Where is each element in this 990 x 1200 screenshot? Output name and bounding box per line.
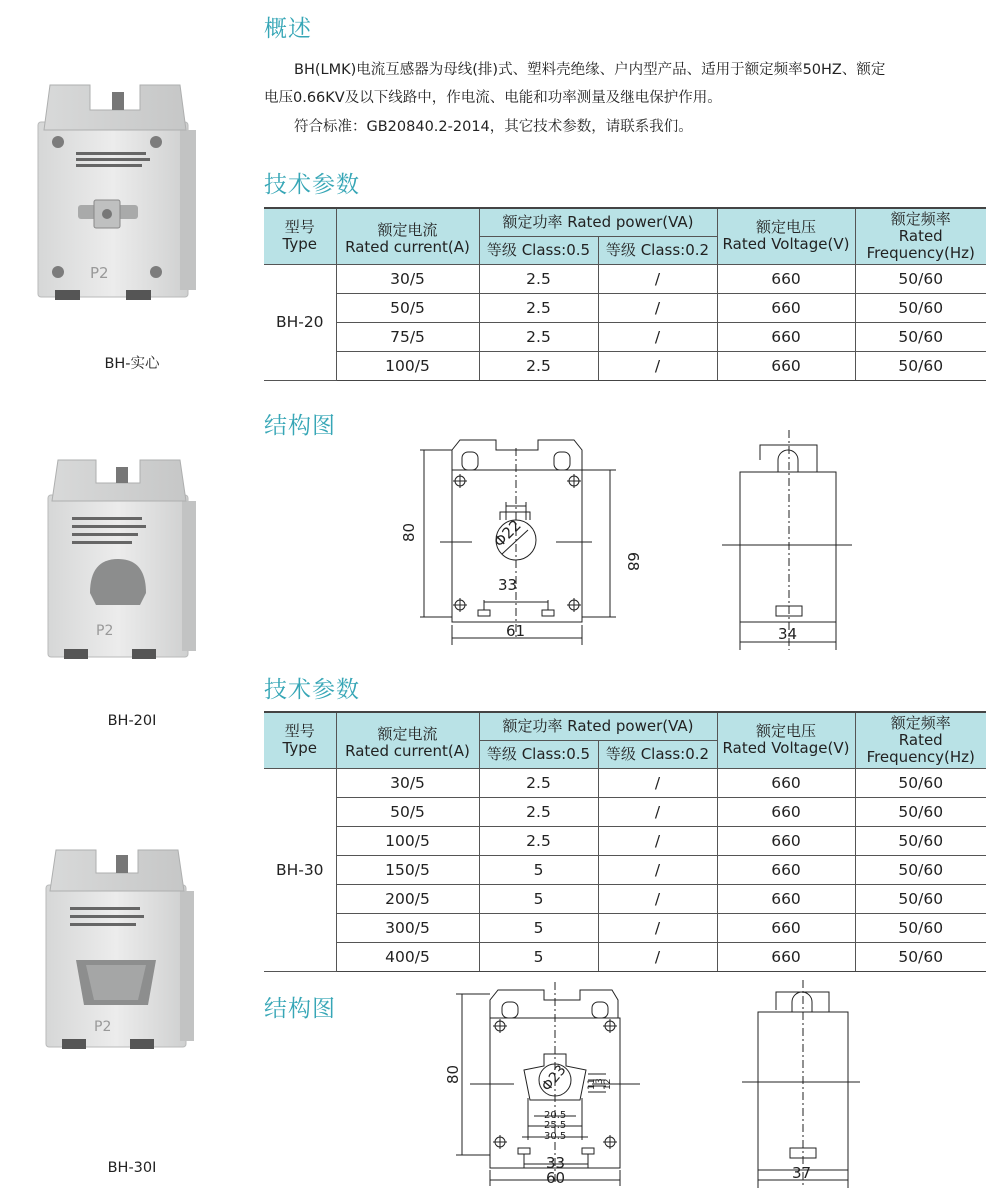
table-row [264,351,986,380]
power-header: 额定功率 Rated power(VA) [479,208,717,236]
class02-cell: / [598,884,717,913]
spec-table-bh30 [264,711,986,972]
class05-cell: 2.5 [479,322,598,351]
dim-height: 80 [444,1064,462,1084]
p2-mark: P2 [94,1019,112,1035]
class05-cell: 5 [479,855,598,884]
class02-cell: / [598,322,717,351]
type-header: 型号 Type [264,208,336,264]
class02-cell: / [598,264,717,293]
voltage-cell: 660 [717,768,855,797]
voltage-header: 额定电压 Rated Voltage(V) [717,712,855,768]
table-row [264,264,986,293]
current-cell: 50/5 [336,293,479,322]
class05-header: 等级 Class:0.5 [479,236,598,264]
class05-header: 等级 Class:0.5 [479,740,598,768]
frequency-cell: 50/60 [855,942,986,971]
dim-height: 80 [400,522,418,542]
p2-mark: P2 [96,623,114,639]
voltage-header: 额定电压 Rated Voltage(V) [717,208,855,264]
dim-width: 61 [506,622,526,640]
current-cell: 200/5 [336,884,479,913]
type-cell: BH-20 [264,264,336,380]
frequency-header: 额定频率 Rated Frequency(Hz) [855,208,986,264]
frequency-cell: 50/60 [855,768,986,797]
frequency-cell: 50/60 [855,913,986,942]
overview-standard: 符合标准：GB20840.2-2014，其它技术参数，请联系我们。 [294,119,693,135]
class02-cell: / [598,913,717,942]
dim-terminal-gap: 33 [546,1154,566,1172]
voltage-cell: 660 [717,264,855,293]
product-photo-bh-30i [38,845,198,1055]
voltage-cell: 660 [717,351,855,380]
current-cell: 75/5 [336,322,479,351]
current-header: 额定电流 Rated current(A) [336,712,479,768]
frequency-cell: 50/60 [855,826,986,855]
table-row [264,913,986,942]
voltage-cell: 660 [717,884,855,913]
structure-diagram-bh30 [440,980,880,1190]
frequency-cell: 50/60 [855,855,986,884]
class05-cell: 5 [479,884,598,913]
dim-20-5: 20.5 [544,1110,567,1121]
class02-cell: / [598,826,717,855]
overview-title: 概述 [264,16,312,42]
voltage-cell: 660 [717,322,855,351]
frequency-cell: 50/60 [855,322,986,351]
table-row [264,293,986,322]
class02-cell: / [598,855,717,884]
class05-cell: 5 [479,942,598,971]
current-cell: 100/5 [336,826,479,855]
dim-depth: 37 [792,1164,812,1182]
dim-inner-height: 68 [624,552,642,572]
table-row [264,884,986,913]
product-caption: BH-30I [107,1160,157,1176]
dim-depth: 34 [778,625,798,643]
structure-diagram-bh20 [400,430,860,655]
type-header: 型号 Type [264,712,336,768]
dim-12: 12 [603,1078,613,1090]
dim-30-5: 30.5 [544,1131,567,1142]
frequency-cell: 50/60 [855,351,986,380]
class05-cell: 2.5 [479,797,598,826]
dim-diameter: Φ23 [538,1062,570,1095]
spec-table-bh20 [264,207,986,381]
class02-cell: / [598,942,717,971]
section1-title: 技术参数 [264,172,360,198]
overview-line1: BH(LMK)电流互感器为母线(排)式、塑料壳绝缘、户内型产品、适用于额定频率50HZ、额定 [294,62,886,78]
class05-cell: 2.5 [479,264,598,293]
product-photo-bh-20i [40,455,200,665]
frequency-cell: 50/60 [855,264,986,293]
frequency-header: 额定频率 Rated Frequency(Hz) [855,712,986,768]
table-row [264,797,986,826]
table-row [264,322,986,351]
overview-line2: 电压0.66KV及以下线路中，作电流、电能和功率测量及继电保护作用。 [264,90,722,106]
class02-header: 等级 Class:0.2 [598,236,717,264]
current-cell: 400/5 [336,942,479,971]
frequency-cell: 50/60 [855,797,986,826]
voltage-cell: 660 [717,826,855,855]
current-cell: 30/5 [336,264,479,293]
current-cell: 100/5 [336,351,479,380]
class05-cell: 2.5 [479,351,598,380]
section2-title: 技术参数 [264,677,360,703]
dim-diameter: Φ22 [490,516,525,551]
voltage-cell: 660 [717,855,855,884]
product-caption: BH-实心 [104,356,160,372]
current-header: 额定电流 Rated current(A) [336,208,479,264]
dim-11: 11 [587,1078,597,1090]
class05-cell: 2.5 [479,768,598,797]
power-header: 额定功率 Rated power(VA) [479,712,717,740]
voltage-cell: 660 [717,913,855,942]
class02-header: 等级 Class:0.2 [598,740,717,768]
product-caption: BH-20I [107,713,157,729]
diagram1-title: 结构图 [264,413,336,439]
diagram2-title: 结构图 [264,996,336,1022]
class05-cell: 5 [479,913,598,942]
current-cell: 150/5 [336,855,479,884]
class05-cell: 2.5 [479,293,598,322]
product-photo-bh-solid [30,80,200,305]
voltage-cell: 660 [717,797,855,826]
current-cell: 30/5 [336,768,479,797]
class02-cell: / [598,768,717,797]
voltage-cell: 660 [717,293,855,322]
voltage-cell: 660 [717,942,855,971]
frequency-cell: 50/60 [855,884,986,913]
dim-3: 3 [595,1078,605,1084]
table-row [264,826,986,855]
current-cell: 50/5 [336,797,479,826]
table-row [264,768,986,797]
class02-cell: / [598,293,717,322]
table-row [264,942,986,971]
class02-cell: / [598,351,717,380]
class02-cell: / [598,797,717,826]
table-row [264,855,986,884]
class05-cell: 2.5 [479,826,598,855]
current-cell: 300/5 [336,913,479,942]
dim-width: 60 [546,1169,566,1187]
frequency-cell: 50/60 [855,293,986,322]
dim-terminal-gap: 33 [498,576,518,594]
p2-mark: P2 [90,264,109,282]
dim-25-5: 25.5 [544,1120,567,1131]
type-cell: BH-30 [264,768,336,971]
